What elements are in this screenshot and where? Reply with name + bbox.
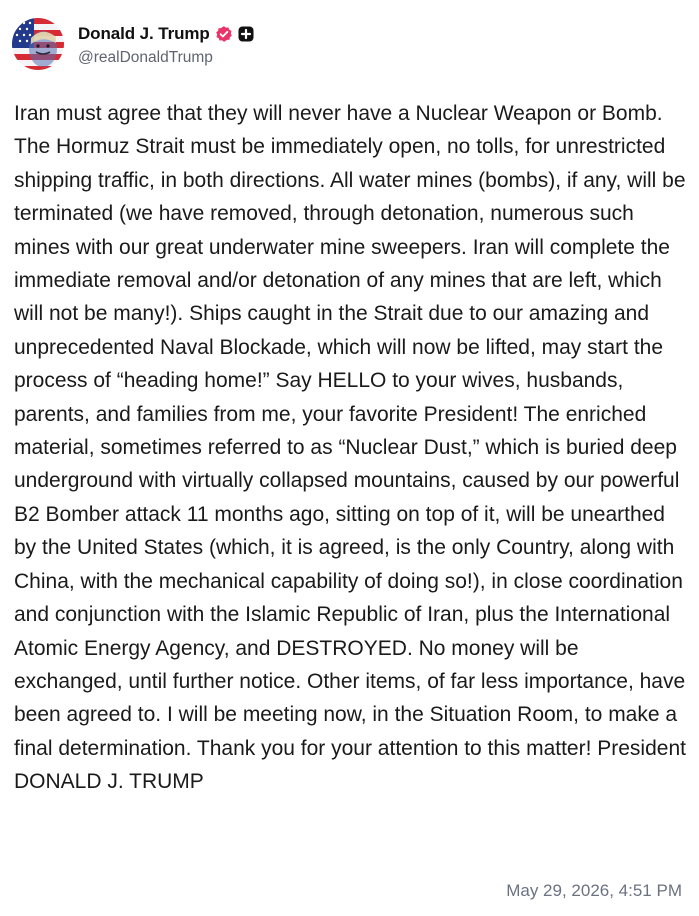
post-header <box>12 16 254 72</box>
author-handle[interactable]: @realDonaldTrump <box>78 48 213 66</box>
author-identity <box>78 22 254 67</box>
post-timestamp[interactable]: May 29, 2026, 4:51 PM <box>506 881 682 900</box>
display-name[interactable]: Donald J. Trump <box>78 23 210 43</box>
post-body: Iran must agree that they will never have a Nuclear Weapon or Bomb. The Hormuz Strait must be immediately open, no tolls, for unrestricted shipping traffic, in both directions. All water mines (bombs), if any, will be terminated (we have removed, through detonation, numerous such mines with our great underwater mine sweepers. Iran will complete the immediate removal and/or detonation of any mines that are left, which will not be many!). Ships caught in the Strait due to our amazing and unprecedented Naval Blockade, which will now be lifted, may start the process of “heading home!” Say HELLO to your wives, husbands, parents, and families from me, your favorite President! The enriched material, sometimes referred to as “Nuclear Dust,” which is buried deep underground with virtually collapsed mountains, caused by our powerful B2 Bomber attack 11 months ago, sitting on top of it, will be unearthed by the United States (which, it is agreed, is the only Country, along with China, with the mechanical capability of doing so!), in close coordination and conjunction with the Islamic Republic of Iran, plus the International Atomic Energy Agency, and DESTROYED. No money will be exchanged, until further notice. Other items, of far less importance, have been agreed to. I will be meeting now, in the Situation Room, to make a final determination. Thank you for your attention to this matter! President DONALD J. TRUMP <box>14 102 686 794</box>
verified-badge-icon <box>215 25 233 43</box>
avatar-image <box>12 18 64 70</box>
name-row <box>78 22 254 46</box>
plus-badge-icon <box>238 26 254 42</box>
avatar[interactable] <box>12 18 64 70</box>
